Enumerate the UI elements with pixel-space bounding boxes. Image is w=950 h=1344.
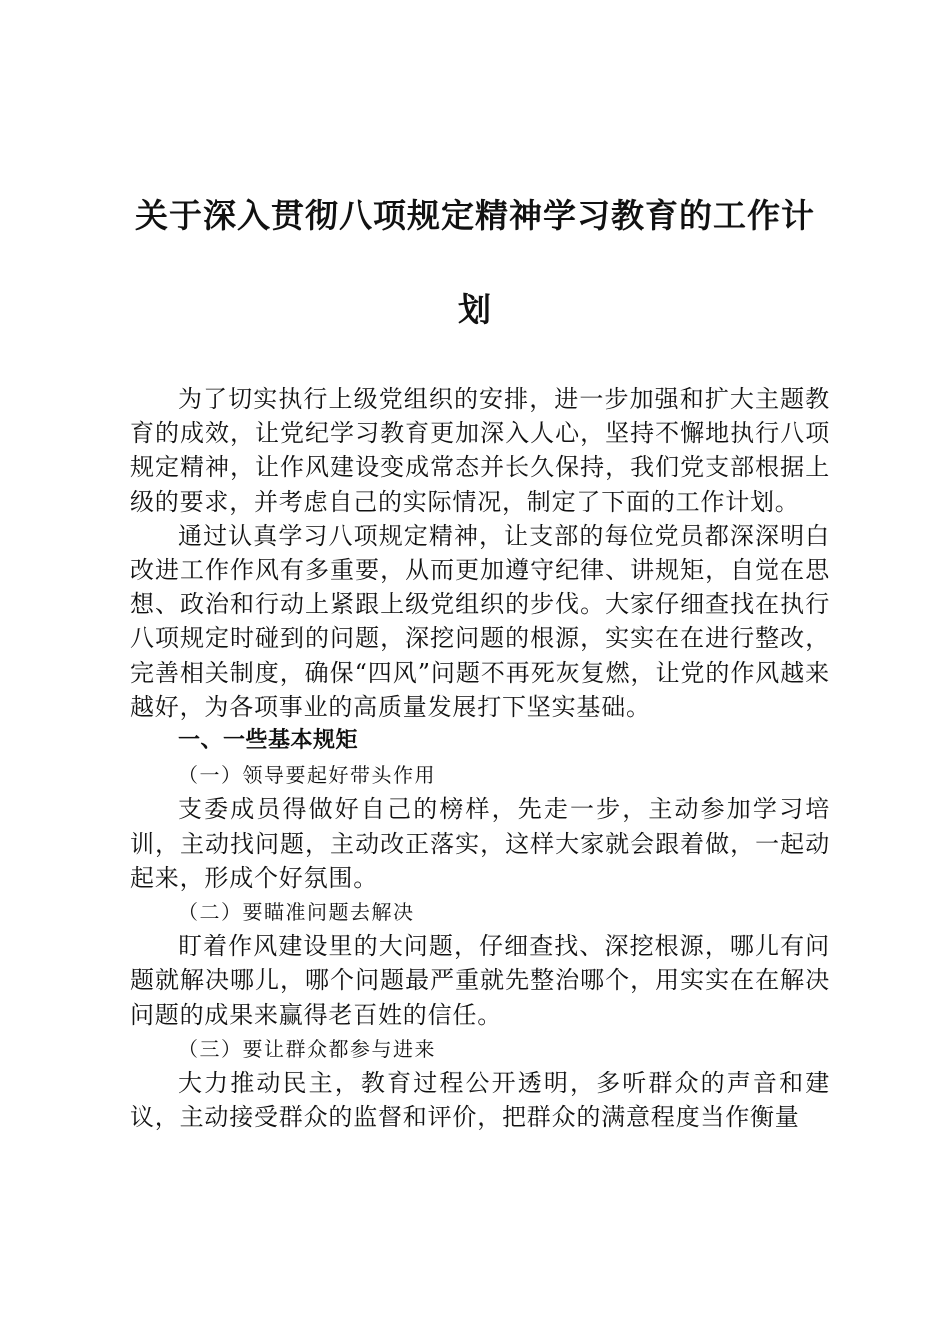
subsection-text-3: 大力推动民主，教育过程公开透明，多听群众的声音和建议，主动接受群众的监督和评价，把群众的满意程度当作衡量 [130,1069,830,1132]
subsection-heading-3: （三）要让群众都参与进来 [178,1036,436,1061]
subsection-text-2: 盯着作风建设里的大问题，仔细查找、深挖根源，哪儿有问题就解决哪儿，哪个问题最严重就先整治哪个，用实实在在解决问题的成果来赢得老百姓的信任。 [130,932,830,1029]
document-title-line-1: 关于深入贯彻八项规定精神学习教育的工作计 [135,196,815,235]
section-heading: 一、一些基本规矩 [178,728,359,754]
document-body [130,382,830,1134]
document-title-line-2: 划 [458,290,492,329]
subsection-heading-2: （二）要瞄准问题去解决 [178,900,415,925]
goal-paragraph: 通过认真学习八项规定精神，让支部的每位党员都深深明白改进工作作风有多重要，从而更加遵守纪律、讲规矩，自觉在思想、政治和行动上紧跟上级党组织的步伐。大家仔细查找在执行八项规定时碰到的问题，深挖问题的根源，实实在在进行整改，完善相关制度，确保“四风”问题不再死灰复燃，让党的作风越来越好，为各项事业的高质量发展打下坚实基础。 [130,521,830,721]
intro-paragraph: 为了切实执行上级党组织的安排，进一步加强和扩大主题教育的成效，让党纪学习教育更加深入人心，坚持不懈地执行八项规定精神，让作风建设变成常态并长久保持，我们党支部根据上级的要求，并考虑自己的实际情况，制定了下面的工作计划。 [130,385,830,516]
subsection-text-1: 支委成员得做好自己的榜样，先走一步，主动参加学习培训，主动找问题，主动改正落实，这样大家就会跟着做，一起动起来，形成个好氛围。 [130,795,830,892]
subsection-heading-1: （一）领导要起好带头作用 [178,763,436,788]
